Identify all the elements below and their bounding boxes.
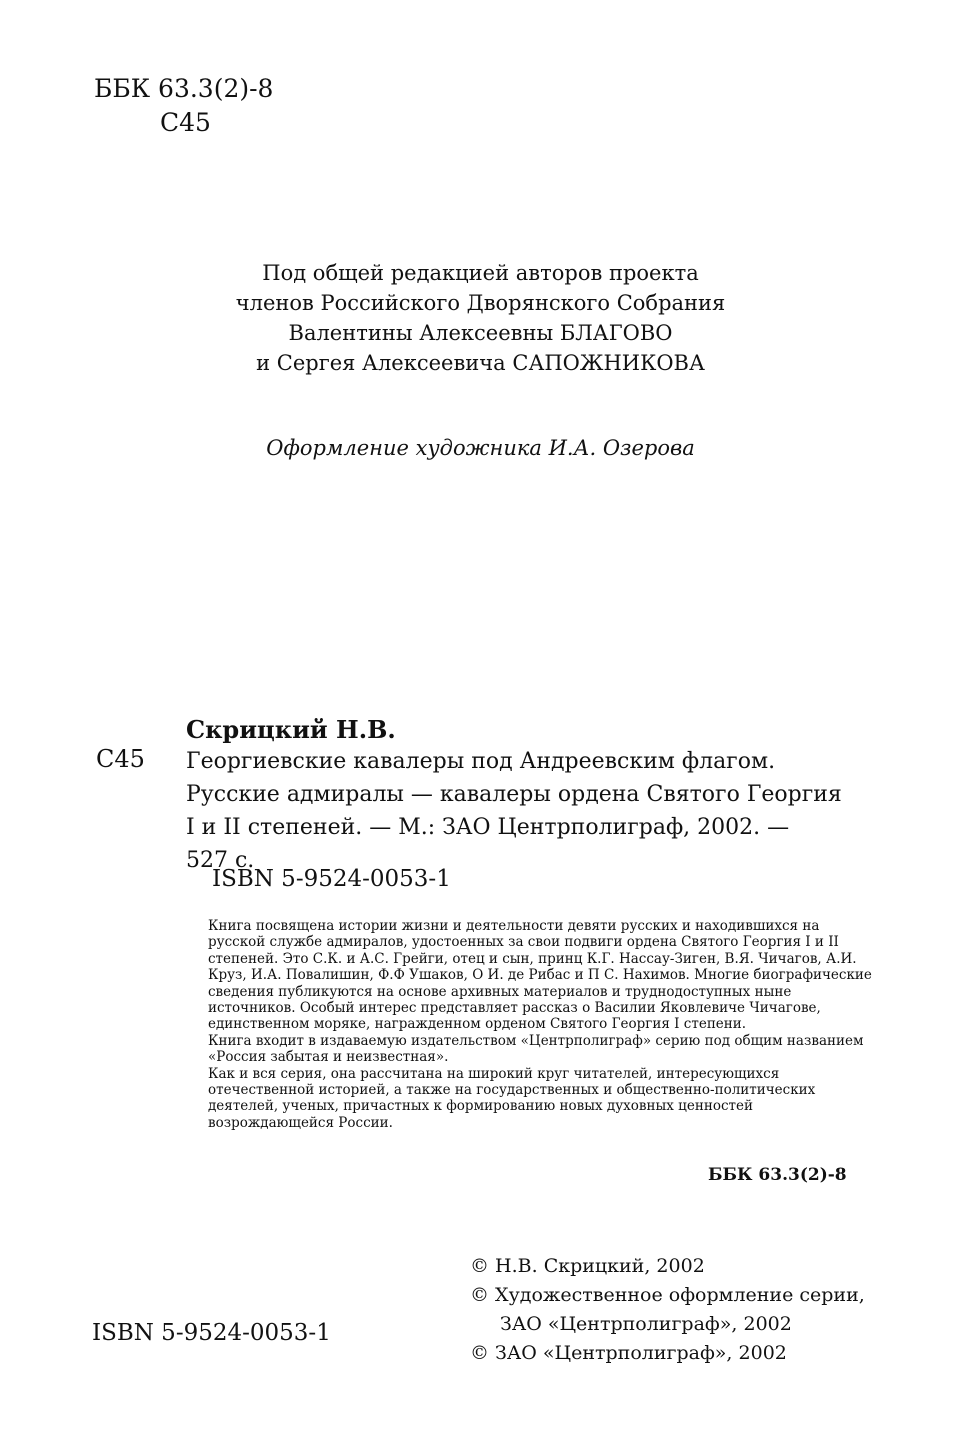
author-mark: С45 (160, 108, 211, 137)
editors-line: и Сергея Алексеевича САПОЖНИКОВА (256, 351, 705, 375)
bbk-index-bottom: ББК 63.3(2)-8 (708, 1165, 847, 1185)
abstract-paragraph: Книга входит в издаваемую издательством «Центрполиграф» серию под общим названием «Россия забытая и неизвестная». (208, 1032, 864, 1066)
editors-line: членов Российского Дворянского Собрания (235, 291, 726, 315)
copyright-line: © Художественное оформление серии, (470, 1284, 865, 1306)
abstract-paragraph: Книга посвящена истории жизни и деятельности девяти русских и находившихся на русской службе адмиралов, удостоенных за свои подвиги ордена Святого Георгия I и II степеней. Это С.К. и А.С. Грейги, отец и сын, принц К.Г. Нассау-Зиген, В.Я. Чичагов, А.И. Круз, И.А. Повалишин, Ф.Ф Ушаков, О И. де Рибас и П С. Нахимов. Многие биографические сведения публикуются на основе архивных материалов и труднодоступных ныне источников. Особый интерес представляет рассказ о Василии Яковлевиче Чичагове, единственном моряке, награжденном орденом Святого Георгия I степени. (208, 918, 872, 1033)
design-credit: Оформление художника И.А. Озерова (266, 436, 695, 460)
copyright-line: © ЗАО «Центрполиграф», 2002 (470, 1342, 787, 1364)
title-line: Георгиевские кавалеры под Андреевским флагом. (186, 749, 776, 774)
isbn-bottom: ISBN 5-9524-0053-1 (92, 1320, 331, 1346)
author-code: С45 (96, 745, 145, 773)
copyright-block (470, 1252, 865, 1368)
author-name: Скрицкий Н.В. (186, 715, 396, 744)
abstract-block (208, 918, 872, 1131)
bbk-code: ББК 63.3(2)-8 (94, 74, 274, 103)
title-line: 527 с. (186, 848, 255, 873)
copyright-line: ЗАО «Центрполиграф», 2002 (500, 1313, 792, 1335)
book-title-block (186, 745, 871, 877)
editors-line: Валентины Алексеевны БЛАГОВО (288, 321, 673, 345)
bbk-index-top (94, 72, 273, 140)
title-line: I и II степеней. — М.: ЗАО Центрполиграф, 2002. — (186, 815, 790, 840)
abstract-paragraph: Как и вся серия, она рассчитана на широкий круг читателей, интересующихся отечественной историей, а также на государственных и общественно-политических деятелей, ученых, причастных к формированию новых духовных ценностей возрождающейся России. (208, 1065, 816, 1131)
copyright-line: © Н.В. Скрицкий, 2002 (470, 1255, 705, 1277)
editors-block (0, 258, 961, 378)
isbn-main: ISBN 5-9524-0053-1 (212, 866, 451, 892)
editors-line: Под общей редакцией авторов проекта (262, 261, 699, 285)
title-line: Русские адмиралы — кавалеры ордена Святого Георгия (186, 782, 842, 807)
